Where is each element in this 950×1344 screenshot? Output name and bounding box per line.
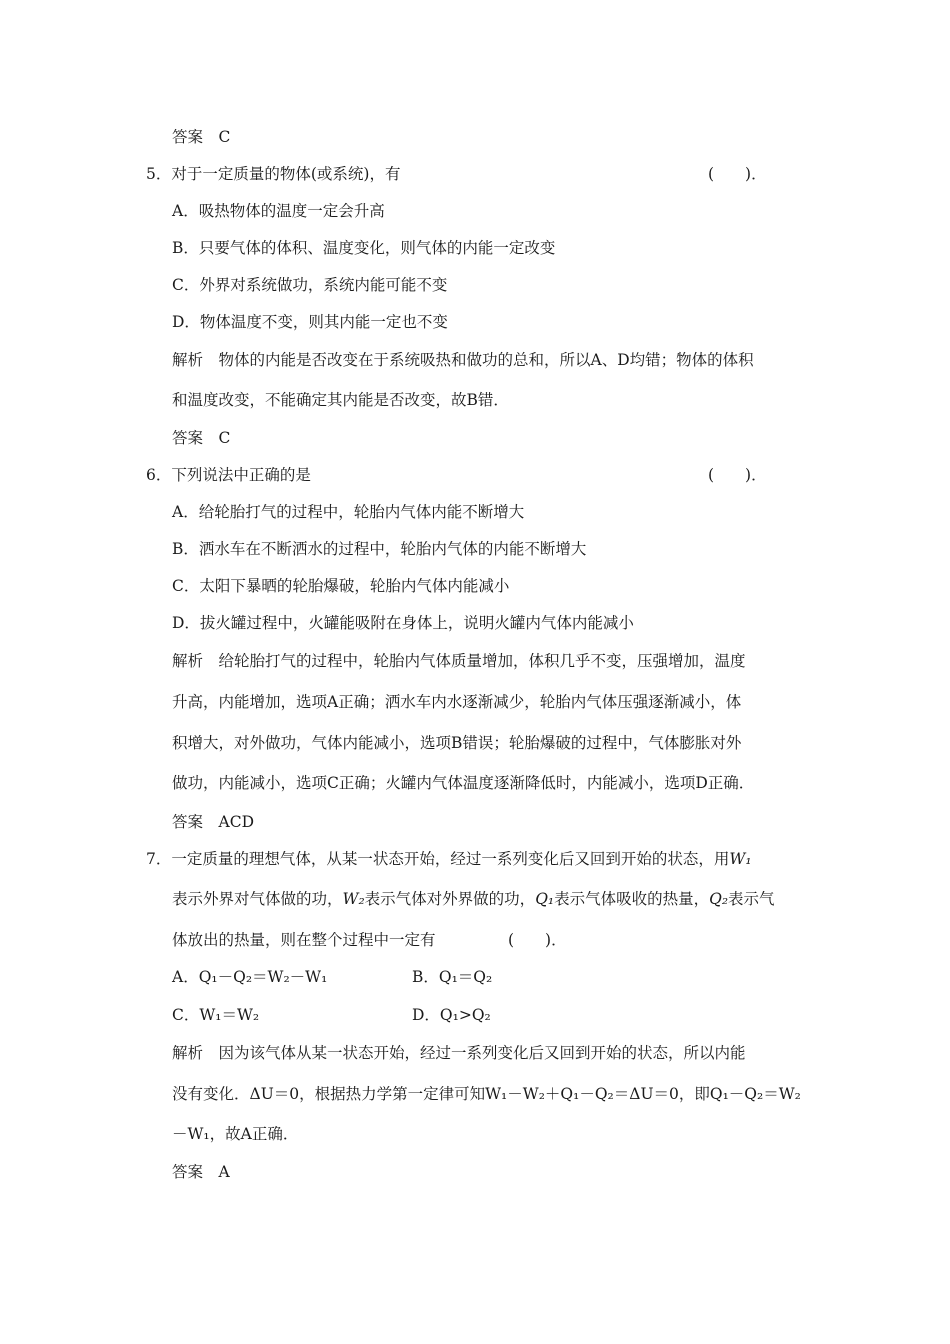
analysis-label: 解析 <box>172 351 204 369</box>
option-d: D．拔火罐过程中，火罐能吸附在身体上，说明火罐内气体内能减小 <box>172 614 634 632</box>
analysis-line: 解析 因为该气体从某一状态开始，经过一系列变化后又回到开始的状态，所以内能 <box>172 1044 746 1062</box>
answer-line <box>172 1162 230 1182</box>
answer-value: C <box>218 128 231 146</box>
answer-label: 答案 <box>172 1163 204 1181</box>
answer-line <box>172 127 230 147</box>
option-b: B．洒水车在不断洒水的过程中，轮胎内气体的内能不断增大 <box>172 540 587 558</box>
option-a: A．Q₁－Q₂＝W₂－W₁ <box>172 968 328 986</box>
question-number: 7． <box>146 850 172 868</box>
question-7-stem-line: 体放出的热量，则在整个过程中一定有 <box>172 931 436 949</box>
question-5-stem: 5．对于一定质量的物体(或系统)，有 <box>146 165 401 183</box>
question-number: 5． <box>146 165 172 183</box>
answer-value: ACD <box>218 813 255 831</box>
analysis-label: 解析 <box>172 1044 204 1062</box>
option-d: D．Q₁>Q₂ <box>412 1006 491 1024</box>
analysis-line: 和温度改变，不能确定其内能是否改变，故B错． <box>172 391 509 409</box>
answer-value: A <box>218 1163 230 1181</box>
option-b: B．Q₁＝Q₂ <box>412 968 493 986</box>
option-c: C．太阳下暴晒的轮胎爆破，轮胎内气体内能减小 <box>172 577 510 595</box>
question-6-stem: 6．下列说法中正确的是 <box>146 466 311 484</box>
analysis-line: 做功，内能减小，选项C正确；火罐内气体温度逐渐降低时，内能减小，选项D正确． <box>172 774 755 792</box>
answer-label: 答案 <box>172 429 204 447</box>
analysis-label: 解析 <box>172 652 204 670</box>
question-7-stem-line: 表示外界对气体做的功，W₂表示气体对外界做的功，Q₁表示气体吸收的热量，Q₂表示气 <box>172 890 775 908</box>
question-number: 6． <box>146 466 172 484</box>
option-c: C．W₁＝W₂ <box>172 1006 260 1024</box>
option-d: D．物体温度不变，则其内能一定也不变 <box>172 313 448 331</box>
symbol-q1: Q₁ <box>535 890 555 908</box>
option-c: C．外界对系统做功，系统内能可能不变 <box>172 276 448 294</box>
answer-blank: ( )． <box>708 466 767 484</box>
answer-line <box>172 428 230 448</box>
option-b: B．只要气体的体积、温度变化，则气体的内能一定改变 <box>172 239 556 257</box>
answer-blank: ( )． <box>708 165 767 183</box>
answer-label: 答案 <box>172 128 204 146</box>
analysis-line: 没有变化．ΔU＝0，根据热力学第一定律可知W₁－W₂＋Q₁－Q₂＝ΔU＝0，即Q₁－Q₂＝W₂ <box>172 1085 801 1103</box>
analysis-line: 解析 物体的内能是否改变在于系统吸热和做功的总和，所以A、D均错；物体的体积 <box>172 351 754 369</box>
symbol-w1: W₁ <box>729 850 752 868</box>
symbol-w2: W₂ <box>342 890 365 908</box>
option-a: A．吸热物体的温度一定会升高 <box>172 202 385 220</box>
answer-label: 答案 <box>172 813 204 831</box>
answer-blank: ( )． <box>508 931 567 949</box>
analysis-line: 解析 给轮胎打气的过程中，轮胎内气体质量增加，体积几乎不变，压强增加，温度 <box>172 652 746 670</box>
analysis-line: 升高，内能增加，选项A正确；洒水车内水逐渐减少，轮胎内气体压强逐渐减小，体 <box>172 693 742 711</box>
question-7-stem: 7．一定质量的理想气体，从某一状态开始，经过一系列变化后又回到开始的状态，用W₁ <box>146 850 752 868</box>
analysis-line: －W₁，故A正确． <box>172 1125 299 1143</box>
answer-value: C <box>218 429 231 447</box>
analysis-line: 积增大，对外做功，气体内能减小，选项B错误；轮胎爆破的过程中，气体膨胀对外 <box>172 734 742 752</box>
answer-line <box>172 812 254 832</box>
option-a: A．给轮胎打气的过程中，轮胎内气体内能不断增大 <box>172 503 525 521</box>
symbol-q2: Q₂ <box>709 890 729 908</box>
